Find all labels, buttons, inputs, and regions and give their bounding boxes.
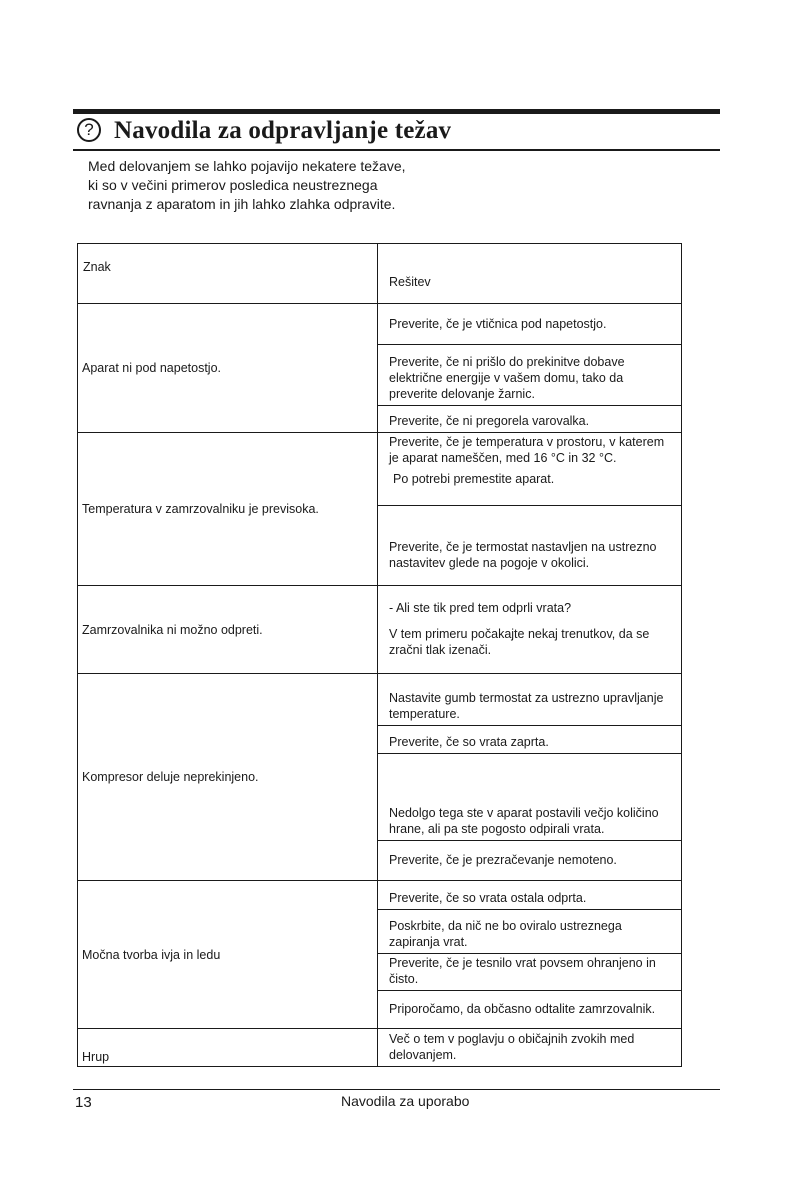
table-row bbox=[78, 433, 682, 506]
page-number: 13 bbox=[75, 1094, 92, 1111]
solution-text: Preverite, če je temperatura v prostoru, v katerem je aparat nameščen, med 16 °C in 32 °C. bbox=[389, 435, 665, 465]
symptom-cell: Kompresor deluje neprekinjeno. bbox=[78, 674, 378, 881]
page-title: Navodila za odpravljanje težav bbox=[114, 117, 452, 144]
troubleshooting-table bbox=[77, 243, 682, 1067]
solution-cell: Preverite, če je tesnilo vrat povsem ohranjeno in čisto. bbox=[378, 954, 682, 991]
table-row bbox=[78, 304, 682, 345]
solution-cell: Preverite, če so vrata zaprta. bbox=[378, 726, 682, 754]
footer-document-title: Navodila za uporabo bbox=[341, 1093, 470, 1109]
symptom-cell: Aparat ni pod napetostjo. bbox=[78, 304, 378, 433]
header-solution: Rešitev bbox=[378, 244, 682, 304]
solution-cell: Preverite, če je vtičnica pod napetostjo. bbox=[378, 304, 682, 345]
solution-cell: Nedolgo tega ste v aparat postavili večjo količino hrane, ali pa ste pogosto odpirali vrata. bbox=[378, 754, 682, 841]
solution-cell: Preverite, če so vrata ostala odprta. bbox=[378, 881, 682, 910]
solution-cell: Priporočamo, da občasno odtalite zamrzovalnik. bbox=[378, 991, 682, 1029]
symptom-cell: Temperatura v zamrzovalniku je previsoka. bbox=[78, 433, 378, 586]
question-circle-icon: ? bbox=[77, 118, 101, 142]
header-symptom: Znak bbox=[78, 244, 378, 304]
footer-divider bbox=[73, 1089, 720, 1090]
table-row bbox=[78, 674, 682, 726]
table-row bbox=[78, 881, 682, 910]
table-row bbox=[78, 586, 682, 674]
table-header-row bbox=[78, 244, 682, 304]
solution-text: - Ali ste tik pred tem odprli vrata? bbox=[389, 601, 572, 615]
solution-cell: Preverite, če ni prišlo do prekinitve dobave električne energije v vašem domu, tako da preverite delovanje žarnic. bbox=[378, 345, 682, 406]
solution-cell: Več o tem v poglavju o običajnih zvokih med delovanjem. bbox=[378, 1029, 682, 1067]
solution-text: Po potrebi premestite aparat. bbox=[393, 472, 555, 486]
title-divider bbox=[73, 149, 720, 151]
intro-paragraph: Med delovanjem se lahko pojavijo nekatere težave, ki so v večini primerov posledica neustreznega ravnanja z aparatom in jih lahko zlahka odpravite. bbox=[88, 158, 406, 212]
solution-cell bbox=[378, 433, 682, 506]
symptom-cell: Hrup bbox=[78, 1029, 378, 1067]
solution-cell bbox=[378, 586, 682, 674]
solution-cell: Preverite, če je termostat nastavljen na ustrezno nastavitev glede na pogoje v okolici. bbox=[378, 506, 682, 586]
solution-cell: Nastavite gumb termostat za ustrezno upravljanje temperature. bbox=[378, 674, 682, 726]
solution-text: V tem primeru počakajte nekaj trenutkov, da se zračni tlak izenači. bbox=[389, 627, 650, 657]
solution-cell: Preverite, če je prezračevanje nemoteno. bbox=[378, 841, 682, 881]
solution-cell: Preverite, če ni pregorela varovalka. bbox=[378, 406, 682, 433]
table-row bbox=[78, 1029, 682, 1067]
symptom-cell: Močna tvorba ivja in ledu bbox=[78, 881, 378, 1029]
symptom-cell: Zamrzovalnika ni možno odpreti. bbox=[78, 586, 378, 674]
solution-cell: Poskrbite, da nič ne bo oviralo ustreznega zapiranja vrat. bbox=[378, 910, 682, 954]
